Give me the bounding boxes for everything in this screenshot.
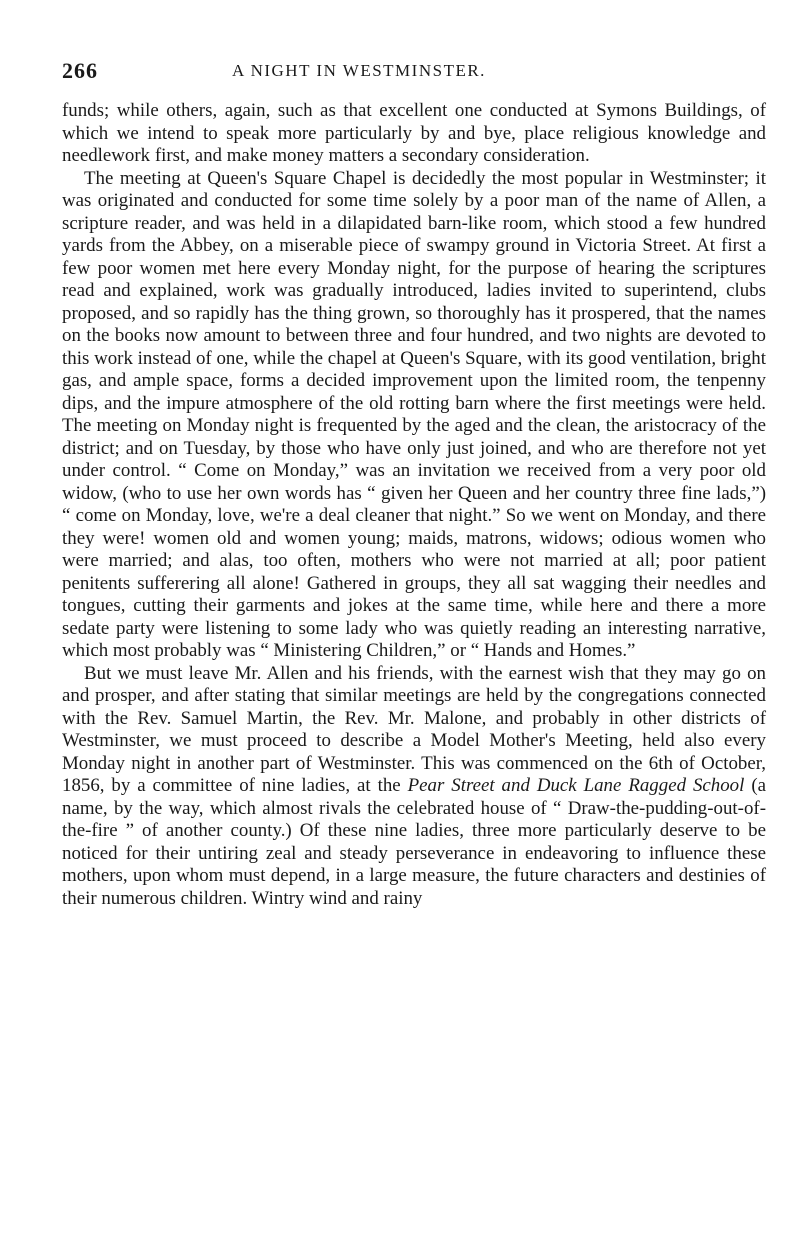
paragraph-3-start: But we must leave Mr. Allen and his friends, with the earnest wish that they may go on and prosper, and after stating that similar meetings are held by the congregations connected with the Rev. Samuel Martin, the Rev. Mr. Malone, and probably in other districts of Westminster, we must proceed to describe a Model Mother's Meeting, held also every Monday night in another part of Westminster. This was commenced on the 6th of October, 1856, by a committee of nine ladies, at the: [62, 662, 766, 796]
school-name-italic: Pear Street and Duck Lane Ragged School: [407, 775, 745, 796]
running-head: [62, 58, 766, 92]
paragraph-1: funds; while others, again, such as that excellent one conducted at Symons Buildings, of which we intend to speak more particularly by and bye, place religious knowledge and needlework first, and make money matters a secondary consideration.: [62, 100, 766, 166]
paragraph-3: [62, 663, 766, 911]
body-text: [62, 100, 766, 910]
running-title: A NIGHT IN WESTMINSTER.: [232, 61, 486, 80]
book-page: [62, 58, 766, 1228]
paragraph-3-end: (a name, by the way, which almost rivals the celebrated house of “ Draw-the-pudding-out-of-the-fire ” of another county.) Of these nine ladies, three more particularly deserve to be noticed for their untiring zeal and steady perseverance in endeavoring to influence these mothers, upon whom must depend, in a large measure, the future characters and destinies of their numerous children. Wintry wind and rainy: [62, 775, 766, 909]
paragraph-2: The meeting at Queen's Square Chapel is decidedly the most popular in Westminster; it was originated and conducted for some time solely by a poor man of the name of Allen, a scripture reader, and was held in a dilapidated barn-like room, which stood a few hundred yards from the Abbey, on a miserable piece of swampy ground in Victoria Street. At first a few poor women met here every Monday night, for the purpose of hearing the scriptures read and explained, work was gradually introduced, ladies invited to superintend, clubs proposed, and so rapidly has the thing grown, so thoroughly has it prospered, that the names on the books now amount to between three and four hundred, and two nights are devoted to this work instead of one, while the chapel at Queen's Square, with its good ventilation, bright gas, and ample space, forms a decided improvement upon the limited room, the tenpenny dips, and the impure atmosphere of the old rotting barn where the first meetings were held. The meeting on Monday night is frequented by the aged and the clean, the aristocracy of the district; and on Tuesday, by those who have only just joined, and who are therefore not yet under control. “ Come on Monday,” was an invitation we received from a very poor old widow, (who to use her own words has “ given her Queen and her country three fine lads,”) “ come on Monday, love, we're a deal cleaner that night.” So we went on Monday, and there they were! women old and women young; maids, matrons, widows; odious women who were married; and alas, too often, mothers who were not married at all; poor patient penitents sufferering all alone! Gathered in groups, they all sat wagging their needles and tongues, cutting their garments and jokes at the same time, while here and there a more sedate party were listening to some lady who was quietly reading an interesting narrative, which most probably was “ Ministering Children,” or “ Hands and Homes.”: [62, 167, 766, 661]
page-number: 266: [62, 58, 98, 83]
